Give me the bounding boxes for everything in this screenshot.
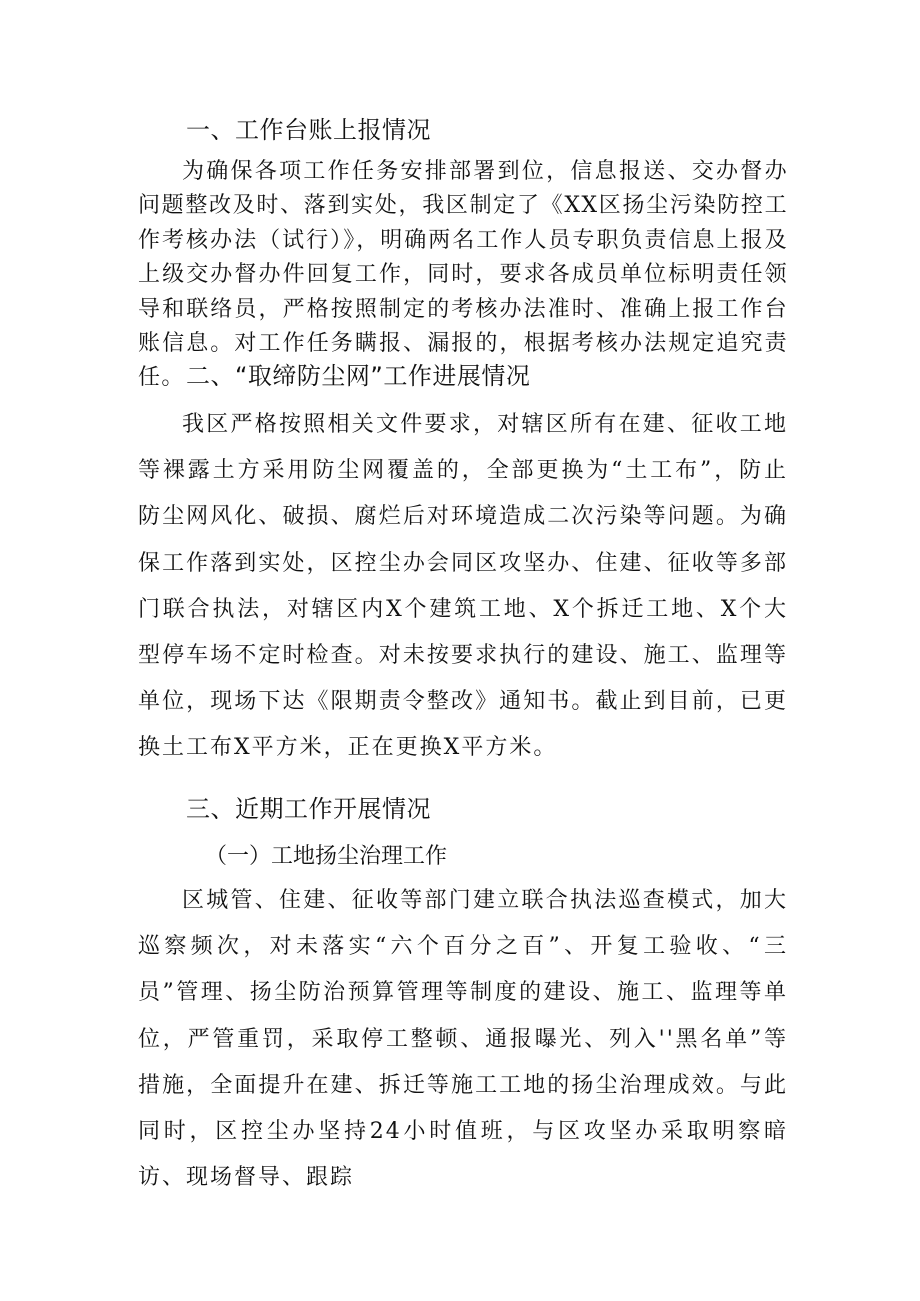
section-1-paragraph: 为确保各项工作任务安排部署到位，信息报送、交办督办问题整改及时、落到实处，我区制定了《XX区扬尘污染防控工作考核办法（试行）》，明确两名工作人员专职负责信息上报及上级交办督办件回复工作，同时，要求各成员单位标明责任领导和联络员，严格按照制定的考核办法准时、准确上报工作台账信息。对工作任务瞒报、漏报的，根据考核办法规定追究责任。 <box>138 159 788 391</box>
section-3-heading: 三、近期工作开展情况 <box>186 795 431 823</box>
section-2-heading: 二、“取缔防尘网”工作进展情况 <box>186 362 531 390</box>
section-2-paragraph: 我区严格按照相关文件要求，对辖区所有在建、征收工地等裸露土方采用防尘网覆盖的，全部更换为“土工布”，防止防尘网风化、破损、腐烂后对环境造成二次污染等问题。为确保工作落到实处，区控尘办会同区攻坚办、住建、征收等多部门联合执法，对辖区内X个建筑工地、X个拆迁工地、X个大型停车场不定时检查。对未按要求执行的建设、施工、监理等单位，现场下达《限期责令整改》通知书。截止到目前，已更换土工布X平方米，正在更换X平方米。 <box>138 412 788 761</box>
section-3-subheading: （一）工地扬尘治理工作 <box>205 844 448 869</box>
section-3-paragraph: 区城管、住建、征收等部门建立联合执法巡查模式，加大巡察频次，对未落实“六个百分之百”、开复工验收、“三员”管理、扬尘防治预算管理等制度的建设、施工、监理等单位，严管重罚，采取停工整顿、通报曝光、列入''黑名单”等措施，全面提升在建、拆迁等施工工地的扬尘治理成效。与此同时，区控尘办坚持24小时值班，与区攻坚办采取明察暗访、现场督导、跟踪 <box>138 888 788 1191</box>
section-1-heading: 一、工作台账上报情况 <box>186 116 431 144</box>
